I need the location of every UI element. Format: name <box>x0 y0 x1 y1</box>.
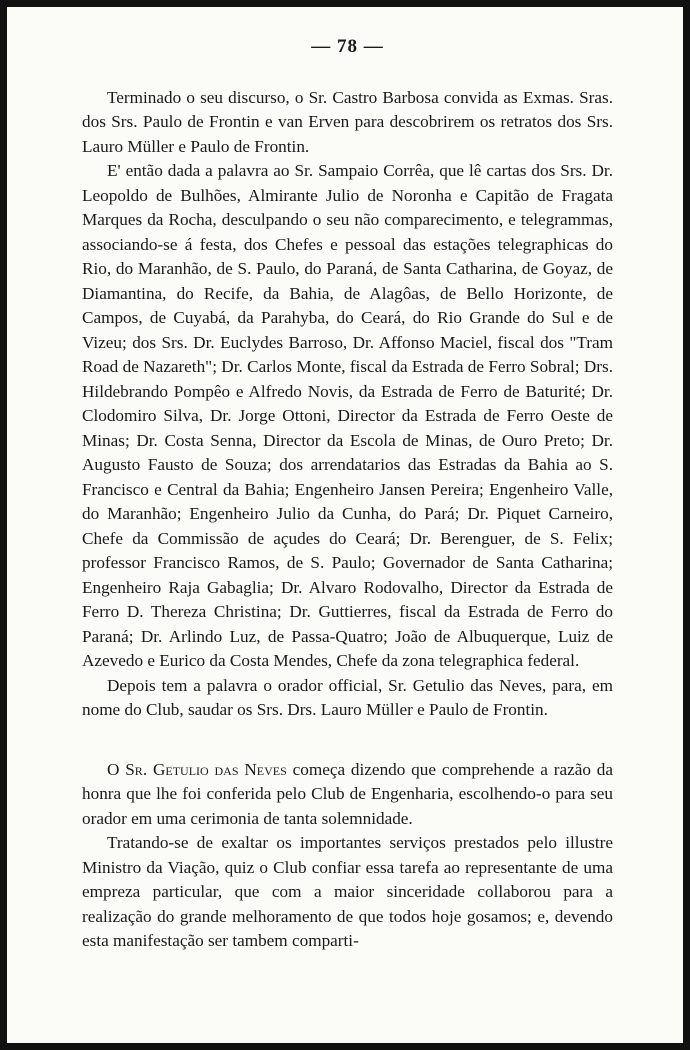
speech-opening: começa dizendo que comprehende a razão da honra que lhe foi conferida pelo Club de Engenharia, escolhendo-o para seu orador em uma cerimonia de tanta solemnidade. <box>82 759 613 828</box>
speech-paragraph-1 <box>82 758 613 832</box>
speaker-name: O Sr. Getulio das Neves <box>107 759 287 779</box>
section-gap <box>82 723 613 758</box>
page-number: — 78 — <box>311 36 384 57</box>
document-page <box>7 7 683 1043</box>
paragraph-3: Depois tem a palavra o orador official, Sr. Getulio das Neves, para, em nome do Club, saudar os Srs. Drs. Lauro Müller e Paulo de Frontin. <box>82 675 613 719</box>
speech-paragraph-2: Tratando-se de exaltar os importantes serviços prestados pelo illustre Ministro da Viação, quiz o Club confiar essa tarefa ao representante de uma empreza particular, que com a maior sinceridade collaborou para a realização do grande melhoramento de que todos hoje gosamos; e, devendo esta manifestação ser tambem comparti- <box>82 833 613 950</box>
paragraph-2: E' então dada a palavra ao Sr. Sampaio Corrêa, que lê cartas dos Srs. Dr. Leopoldo de Bulhões, Almirante Julio de Noronha e Capitão de Fragata Marques da Rocha, desculpando o seu não comparecimento, e telegrammas, associando-se á festa, dos Chefes e pessoal das estações telegraphicas do Rio, do Maranhão, de S. Paulo, do Paraná, de Santa Catharina, de Goyaz, de Diamantina, do Recife, da Bahia, de Alagôas, de Bello Horizonte, de Campos, de Cuyabá, da Parahyba, do Ceará, do Rio Grande do Sul e de Vizeu; dos Srs. Dr. Euclydes Barroso, Dr. Affonso Maciel, fiscal dos "Tram Road de Nazareth"; Dr. Carlos Monte, fiscal da Estrada de Ferro Sobral; Drs. Hildebrando Pompêo e Alfredo Novis, da Estrada de Ferro de Baturité; Dr. Clodomiro Silva, Dr. Jorge Ottoni, Director da Estrada de Ferro Oeste de Minas; Dr. Costa Senna, Director da Escola de Minas, de Ouro Preto; Dr. Augusto Fausto de Souza; dos arrendatarios das Estradas da Bahia ao S. Francisco e Central da Bahia; Engenheiro Jansen Pereira; Engenheiro Valle, do Maranhão; Engenheiro Julio da Cunha, do Pará; Dr. Piquet Carneiro, Chefe da Commissão de açudes do Ceará; Dr. Berenguer, de S. Felix; professor Francisco Ramos, de S. Paulo; Governador de Santa Catharina; Engenheiro Raja Gabaglia; Dr. Alvaro Rodovalho, Director da Estrada de Ferro D. Thereza Christina; Dr. Guttierres, fiscal da Estrada de Ferro do Paraná; Dr. Arlindo Luz, de Passa-Quatro; João de Albuquerque, Luiz de Azevedo e Eurico da Costa Mendes, Chefe da zona telegraphica federal. <box>82 161 613 670</box>
paragraph-1: Terminado o seu discurso, o Sr. Castro Barbosa convida as Exmas. Sras. dos Srs. Paulo de Frontin e van Erven para descobrirem os retratos dos Srs. Lauro Müller e Paulo de Frontin. <box>82 87 613 156</box>
